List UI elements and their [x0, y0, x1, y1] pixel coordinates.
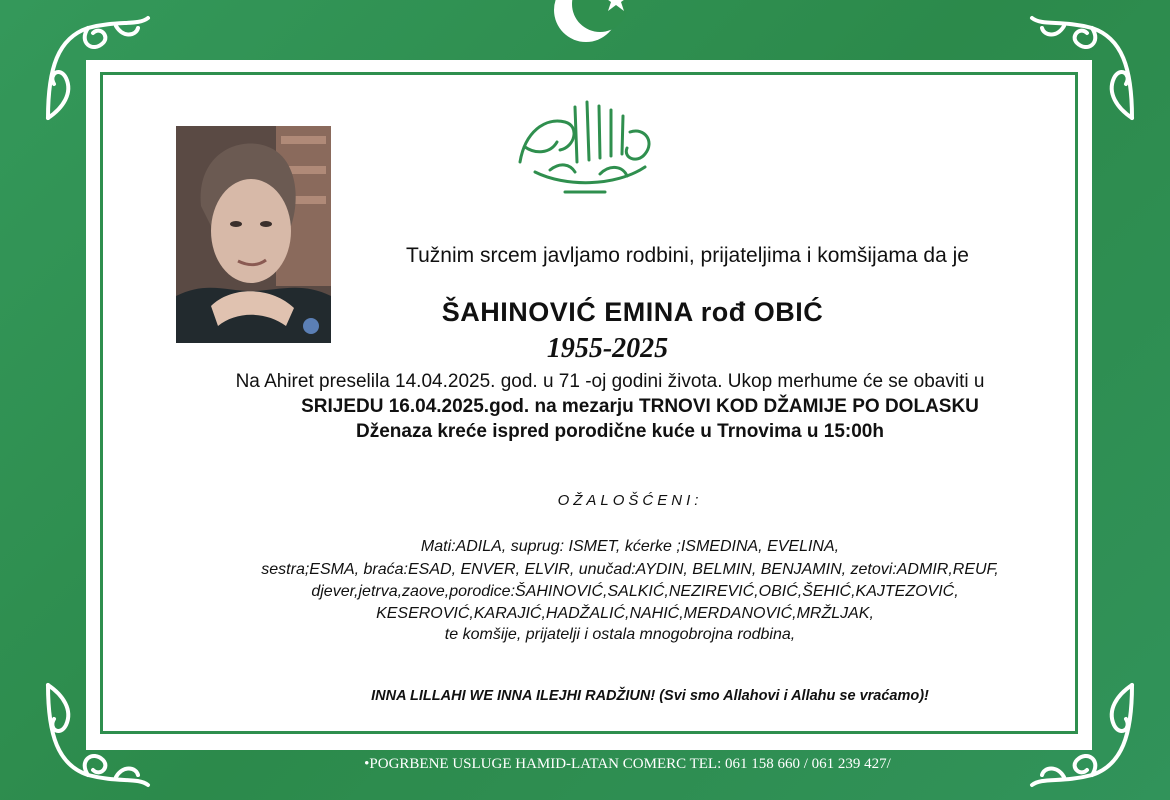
calligraphy-emblem: [505, 92, 665, 202]
life-years: 1955-2025: [546, 333, 669, 364]
closing-prayer: INNA LILLAHI WE INNA ILEJHI RADŽIUN! (Svi smo Allahovi i Allahu se vraćamo)!: [371, 688, 929, 704]
burial-line: SRIJEDU 16.04.2025.god. na mezarju TRNOVI KOD DŽAMIJE PO DOLASKU: [301, 396, 979, 417]
footer-funeral-service: •POGRBENE USLUGE HAMID-LATAN COMERC TEL: 061 158 660 / 061 239 427/: [364, 756, 891, 772]
family-line: Mati:ADILA, suprug: ISMET, kćerke ;ISMEDINA, EVELINA,: [420, 538, 840, 555]
family-line: te komšije, prijatelji i ostala mnogobrojna rodbina,: [444, 626, 796, 643]
crescent-star-icon: [548, 0, 638, 50]
family-line: djever,jetrva,zaove,porodice:ŠAHINOVIĆ,SALKIĆ,NEZIREVIĆ,OBIĆ,ŠEHIĆ,KAJTEZOVIĆ,: [311, 583, 959, 600]
intro-text: Tužnim srcem javljamo rodbini, prijateljima i komšijama da je: [406, 244, 969, 267]
death-date-line: Na Ahiret preselila 14.04.2025. god. u 71 -oj godini života. Ukop merhume će se obaviti u: [235, 371, 985, 392]
funeral-departure-line: Dženaza kreće ispred porodične kuće u Trnovima u 15:00h: [356, 421, 884, 442]
family-line: KESEROVIĆ,KARAJIĆ,HADŽALIĆ,NAHIĆ,MERDANOVIĆ,MRŽLJAK,: [376, 605, 874, 622]
family-line: sestra;ESMA, braća:ESAD, ENVER, ELVIR, unučad:AYDIN, BELMIN, BENJAMIN, zetovi:ADMIR,REUF,: [261, 561, 999, 578]
mourners-heading: OŽALOŠĆENI:: [557, 492, 703, 509]
deceased-name: ŠAHINOVIĆ EMINA rođ OBIĆ: [441, 297, 824, 327]
